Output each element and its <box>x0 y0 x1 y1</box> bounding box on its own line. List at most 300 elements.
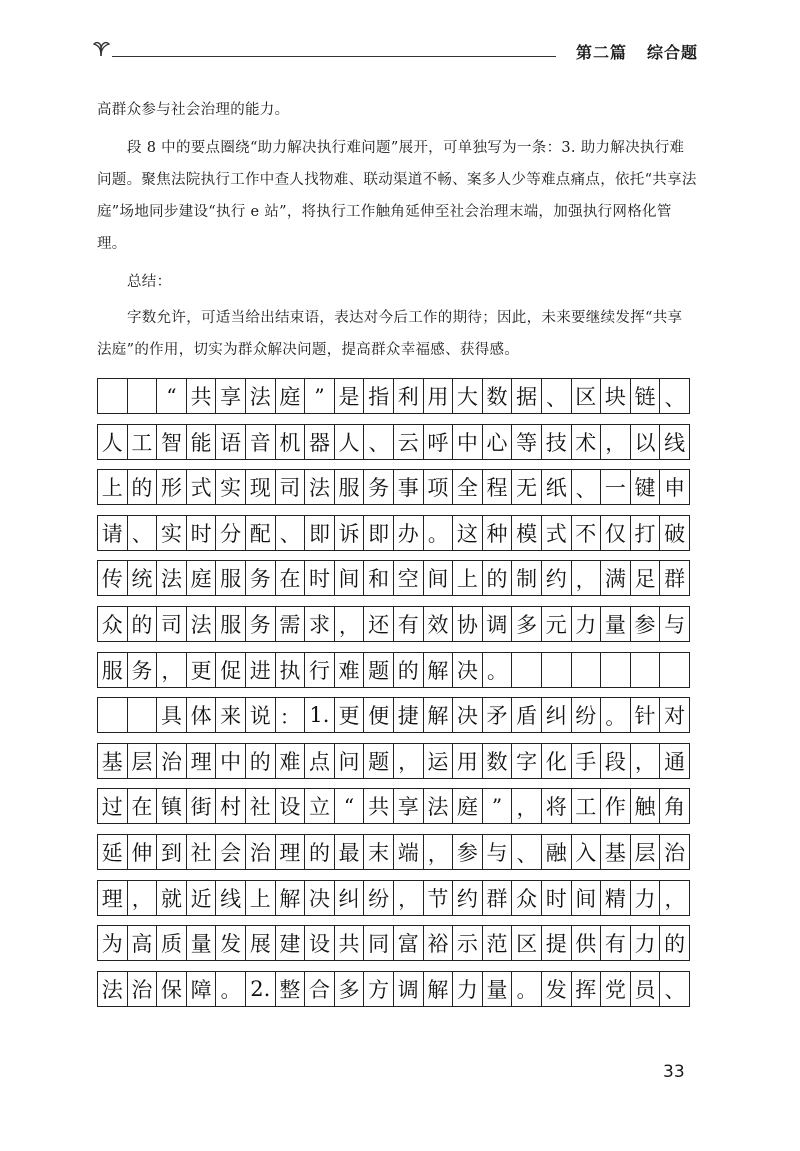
grid-cell: 近 <box>187 881 217 915</box>
grid-cell: 。 <box>483 653 513 687</box>
grid-cell: 众 <box>98 607 128 641</box>
grid-row <box>97 925 690 961</box>
grid-cell: 法 <box>98 972 128 1006</box>
grid-cell: 理 <box>98 881 128 915</box>
grid-row <box>97 424 690 460</box>
grid-cell: “ <box>157 379 187 413</box>
grid-cell: 建 <box>276 926 306 960</box>
grid-cell: 针 <box>631 698 661 732</box>
grid-cell: 链 <box>631 379 661 413</box>
grid-cell: 的 <box>305 835 335 869</box>
grid-cell: 式 <box>542 516 572 550</box>
grid-cell: 体 <box>187 698 217 732</box>
grid-cell: 工 <box>572 789 602 823</box>
grid-cell: 展 <box>246 926 276 960</box>
grid-cell: 群 <box>483 881 513 915</box>
grid-cell: 治 <box>660 835 690 869</box>
grid-cell: 力 <box>453 972 483 1006</box>
grid-cell: 保 <box>157 972 187 1006</box>
grid-cell: 街 <box>187 789 217 823</box>
grid-cell: 的 <box>246 744 276 778</box>
grid-cell: 云 <box>394 425 424 459</box>
grid-cell: 对 <box>660 698 690 732</box>
grid-cell: 量 <box>483 972 513 1006</box>
grid-cell: 数 <box>483 744 513 778</box>
grid-cell: 制 <box>512 561 542 595</box>
grid-cell: 众 <box>512 881 542 915</box>
grid-cell: 层 <box>631 835 661 869</box>
grid-cell: 化 <box>542 744 572 778</box>
grid-cell: 服 <box>216 607 246 641</box>
grid-cell: 。 <box>424 516 454 550</box>
grid-cell: 行 <box>305 653 335 687</box>
grid-row <box>97 834 690 870</box>
grid-cell: 纸 <box>542 470 572 504</box>
summary-heading: 总结： <box>127 274 172 290</box>
grid-cell: ， <box>512 789 542 823</box>
grid-cell: 法 <box>424 789 454 823</box>
grid-row <box>97 515 690 551</box>
grid-cell: 据 <box>512 379 542 413</box>
grid-cell: 庭 <box>276 379 306 413</box>
grid-cell: 更 <box>187 653 217 687</box>
grid-cell: 庭 <box>453 789 483 823</box>
grid-cell: 发 <box>216 926 246 960</box>
grid-cell: 效 <box>424 607 454 641</box>
grid-cell: 治 <box>246 835 276 869</box>
grid-cell: 务 <box>364 470 394 504</box>
grid-cell: 的 <box>394 653 424 687</box>
grid-cell: 会 <box>216 835 246 869</box>
grid-cell: 字 <box>512 744 542 778</box>
grid-cell: 务 <box>246 607 276 641</box>
grid-row <box>97 606 690 642</box>
grid-cell: 与 <box>660 607 690 641</box>
grid-cell: 服 <box>98 653 128 687</box>
grid-cell: 层 <box>128 744 158 778</box>
grid-cell: 数 <box>483 379 513 413</box>
grid-cell: ” <box>483 789 513 823</box>
grid-cell: 点 <box>305 744 335 778</box>
grid-cell: 力 <box>631 881 661 915</box>
grid-cell: 呼 <box>424 425 454 459</box>
grid-cell: 员 <box>631 972 661 1006</box>
grid-cell: 利 <box>394 379 424 413</box>
grid-cell: 多 <box>512 607 542 641</box>
grid-cell <box>572 653 602 687</box>
grid-cell: ， <box>394 744 424 778</box>
grid-cell: 决 <box>453 653 483 687</box>
grid-row <box>97 652 690 688</box>
grid-cell: 裕 <box>424 926 454 960</box>
grid-cell: 触 <box>631 789 661 823</box>
grid-cell: 镇 <box>157 789 187 823</box>
grid-cell: 键 <box>631 470 661 504</box>
grid-cell: 法 <box>305 470 335 504</box>
grid-cell: 在 <box>276 561 306 595</box>
grid-cell: 参 <box>453 835 483 869</box>
grid-cell: 现 <box>246 470 276 504</box>
grid-cell: 设 <box>276 789 306 823</box>
grid-cell: 办 <box>394 516 424 550</box>
grid-cell: 社 <box>187 835 217 869</box>
grid-cell: 、 <box>128 516 158 550</box>
grid-cell: 间 <box>424 561 454 595</box>
grid-cell: 服 <box>216 561 246 595</box>
grid-cell: 段 <box>601 744 631 778</box>
grid-cell: 伸 <box>128 835 158 869</box>
grid-cell: 享 <box>216 379 246 413</box>
grid-cell: 入 <box>572 835 602 869</box>
grid-cell: 种 <box>483 516 513 550</box>
grid-cell: “ <box>335 789 365 823</box>
grid-cell: 元 <box>542 607 572 641</box>
grid-cell: 工 <box>128 425 158 459</box>
grid-cell: 人 <box>335 425 365 459</box>
grid-cell: 术 <box>572 425 602 459</box>
grid-cell: 打 <box>631 516 661 550</box>
grid-cell: 务 <box>128 653 158 687</box>
grid-cell: 精 <box>601 881 631 915</box>
grid-cell: 提 <box>542 926 572 960</box>
grid-cell: 区 <box>512 926 542 960</box>
grid-cell: 协 <box>453 607 483 641</box>
grid-cell: ， <box>631 744 661 778</box>
grid-cell: 区 <box>572 379 602 413</box>
grid-cell: 请 <box>98 516 128 550</box>
grid-cell: 线 <box>660 425 690 459</box>
grid-cell: 、 <box>660 972 690 1006</box>
grid-cell: 在 <box>128 789 158 823</box>
grid-cell: 治 <box>128 972 158 1006</box>
grid-cell: 配 <box>246 516 276 550</box>
grid-cell: 中 <box>453 425 483 459</box>
grid-cell <box>98 698 128 732</box>
grid-cell: 、 <box>364 425 394 459</box>
grid-cell: 司 <box>276 470 306 504</box>
grid-cell: 上 <box>246 881 276 915</box>
grid-cell: 促 <box>216 653 246 687</box>
grid-cell: 手 <box>572 744 602 778</box>
grid-cell: 需 <box>276 607 306 641</box>
grid-cell: 党 <box>601 972 631 1006</box>
grid-cell: 2. <box>246 972 276 1006</box>
grid-cell: 实 <box>216 470 246 504</box>
grid-cell: 为 <box>98 926 128 960</box>
grid-cell: 示 <box>453 926 483 960</box>
grid-row <box>97 469 690 505</box>
grid-cell: 执 <box>276 653 306 687</box>
grid-cell: 实 <box>157 516 187 550</box>
grid-cell: 延 <box>98 835 128 869</box>
grid-cell: 和 <box>364 561 394 595</box>
grid-cell: 立 <box>305 789 335 823</box>
grid-cell: 间 <box>572 881 602 915</box>
grid-cell: 式 <box>187 470 217 504</box>
grid-cell: ， <box>335 607 365 641</box>
grid-cell: 程 <box>483 470 513 504</box>
grid-cell: 问 <box>335 744 365 778</box>
grid-cell: 调 <box>483 607 513 641</box>
grid-cell: 线 <box>216 881 246 915</box>
grid-cell: 作 <box>601 789 631 823</box>
grid-cell: ， <box>128 881 158 915</box>
grid-cell: 。 <box>512 972 542 1006</box>
grid-cell: 理 <box>187 744 217 778</box>
grid-cell: 求 <box>305 607 335 641</box>
grid-cell: 指 <box>364 379 394 413</box>
grid-row <box>97 378 690 414</box>
grid-cell: 群 <box>660 561 690 595</box>
grid-cell: ， <box>601 425 631 459</box>
grid-cell <box>128 379 158 413</box>
grid-cell: 全 <box>453 470 483 504</box>
grid-cell: 题 <box>364 744 394 778</box>
grid-cell: 解 <box>424 698 454 732</box>
grid-cell: 不 <box>572 516 602 550</box>
grid-cell: 诉 <box>335 516 365 550</box>
grid-cell: 融 <box>542 835 572 869</box>
paragraph-continuation: 高群众参与社会治理的能力。 <box>97 102 290 118</box>
grid-cell: 音 <box>246 425 276 459</box>
grid-cell: 还 <box>364 607 394 641</box>
grid-cell: 形 <box>157 470 187 504</box>
grid-cell: 机 <box>276 425 306 459</box>
grid-cell: 供 <box>572 926 602 960</box>
grid-cell: 中 <box>216 744 246 778</box>
grid-cell: 节 <box>424 881 454 915</box>
grid-cell: 进 <box>246 653 276 687</box>
grid-cell: 纠 <box>542 698 572 732</box>
grid-cell: 申 <box>660 470 690 504</box>
grid-cell: 解 <box>424 972 454 1006</box>
page-number: 33 <box>663 1062 685 1082</box>
grid-cell: 有 <box>394 607 424 641</box>
grid-cell: 端 <box>394 835 424 869</box>
grid-cell: 解 <box>424 653 454 687</box>
grid-cell: 角 <box>660 789 690 823</box>
grid-cell: 量 <box>187 926 217 960</box>
grid-cell: 用 <box>453 744 483 778</box>
grid-cell: 等 <box>512 425 542 459</box>
grid-cell: 司 <box>157 607 187 641</box>
grid-cell: ， <box>660 881 690 915</box>
grid-cell: 题 <box>364 653 394 687</box>
grid-cell: 更 <box>335 698 365 732</box>
grid-cell: 人 <box>98 425 128 459</box>
grid-cell: 事 <box>394 470 424 504</box>
grid-cell: 说 <box>246 698 276 732</box>
grid-cell: 高 <box>128 926 158 960</box>
grid-row <box>97 788 690 824</box>
grid-cell: 共 <box>335 926 365 960</box>
part-label: 第二篇 <box>575 43 627 62</box>
grid-row <box>97 560 690 596</box>
grid-cell: 仅 <box>601 516 631 550</box>
page-header <box>88 36 698 66</box>
grid-cell: 的 <box>660 926 690 960</box>
grid-cell: 智 <box>157 425 187 459</box>
grid-cell: 来 <box>216 698 246 732</box>
grid-cell: 约 <box>453 881 483 915</box>
grid-cell: 矛 <box>483 698 513 732</box>
grid-cell: 约 <box>542 561 572 595</box>
grid-cell: 这 <box>453 516 483 550</box>
grid-cell: 分 <box>216 516 246 550</box>
grid-cell: 运 <box>424 744 454 778</box>
grid-cell: 共 <box>364 789 394 823</box>
grid-cell: 项 <box>424 470 454 504</box>
grid-cell: 一 <box>601 470 631 504</box>
grid-cell: 调 <box>394 972 424 1006</box>
grid-cell: 具 <box>157 698 187 732</box>
grid-cell: 、 <box>542 379 572 413</box>
grid-cell: 质 <box>157 926 187 960</box>
grid-cell: 同 <box>364 926 394 960</box>
grid-cell: 大 <box>453 379 483 413</box>
grid-row <box>97 743 690 779</box>
grid-cell: 破 <box>660 516 690 550</box>
paragraph-point-3: 段 8 中的要点圈绕“助力解决执行难问题”展开，可单独写为一条：3. 助力解决执行难问题。聚焦法院执行工作中查人找物难、联动渠道不畅、案多人少等难点痛点，依托“共享法庭”场地同步建设“执行 e 站”，将执行工作触角延伸至社会治理末端，加强执行网格化管理。 <box>97 140 697 252</box>
grid-cell: 统 <box>128 561 158 595</box>
grid-cell: 用 <box>424 379 454 413</box>
grid-cell: 传 <box>98 561 128 595</box>
grid-cell: 、 <box>512 835 542 869</box>
grid-cell: 、 <box>572 470 602 504</box>
grid-cell <box>601 653 631 687</box>
grid-cell: 挥 <box>572 972 602 1006</box>
grid-cell <box>542 653 572 687</box>
grid-cell: 方 <box>364 972 394 1006</box>
grid-cell: 力 <box>572 607 602 641</box>
grid-cell: 力 <box>631 926 661 960</box>
grid-cell: 的 <box>128 470 158 504</box>
summary-paragraph: 字数允许，可适当给出结束语，表达对今后工作的期待；因此，未来要继续发挥“共享法庭”的作用，切实为群众解决问题，提高群众幸福感、获得感。 <box>97 310 683 358</box>
grid-cell: 、 <box>660 379 690 413</box>
grid-cell: 合 <box>305 972 335 1006</box>
grid-cell: 是 <box>335 379 365 413</box>
grid-cell: 、 <box>276 516 306 550</box>
grid-cell: 法 <box>157 561 187 595</box>
grid-row <box>97 971 690 1007</box>
grid-cell: 器 <box>305 425 335 459</box>
grid-cell: 捷 <box>394 698 424 732</box>
grid-cell: ， <box>572 561 602 595</box>
grid-cell: 语 <box>216 425 246 459</box>
header-rule <box>112 56 556 57</box>
grid-cell: 社 <box>246 789 276 823</box>
grid-cell: 服 <box>335 470 365 504</box>
grid-cell <box>660 653 690 687</box>
grid-cell: 法 <box>187 607 217 641</box>
grid-cell: 过 <box>98 789 128 823</box>
grid-cell <box>631 653 661 687</box>
grid-cell: 整 <box>276 972 306 1006</box>
grid-cell: 基 <box>601 835 631 869</box>
grid-cell: 末 <box>364 835 394 869</box>
grid-cell: 上 <box>98 470 128 504</box>
grid-cell: 。 <box>216 972 246 1006</box>
grid-cell: 即 <box>364 516 394 550</box>
grid-cell: 最 <box>335 835 365 869</box>
grid-cell: 块 <box>601 379 631 413</box>
grid-cell: 空 <box>394 561 424 595</box>
grid-cell: 决 <box>453 698 483 732</box>
grid-cell <box>512 653 542 687</box>
grid-cell: 范 <box>483 926 513 960</box>
grid-cell: 无 <box>512 470 542 504</box>
grid-cell: 与 <box>483 835 513 869</box>
grid-cell: 治 <box>157 744 187 778</box>
grid-cell: 技 <box>542 425 572 459</box>
grid-cell: 设 <box>305 926 335 960</box>
grid-cell: 以 <box>631 425 661 459</box>
grid-cell: 通 <box>660 744 690 778</box>
grid-cell: 共 <box>187 379 217 413</box>
grid-cell: 到 <box>157 835 187 869</box>
grid-cell: 模 <box>512 516 542 550</box>
grid-cell: 1. <box>305 698 335 732</box>
grid-cell: 。 <box>601 698 631 732</box>
grid-cell: 纠 <box>335 881 365 915</box>
grid-cell: ： <box>276 698 306 732</box>
grid-cell: 足 <box>631 561 661 595</box>
grid-cell: 庭 <box>187 561 217 595</box>
grid-cell: 盾 <box>512 698 542 732</box>
answer-text <box>97 94 697 366</box>
grid-cell: 就 <box>157 881 187 915</box>
grid-cell: 基 <box>98 744 128 778</box>
grid-row <box>97 697 690 733</box>
grid-cell: 时 <box>305 561 335 595</box>
grid-cell: 纷 <box>572 698 602 732</box>
grid-cell: 上 <box>453 561 483 595</box>
grid-cell: 的 <box>483 561 513 595</box>
grid-cell: 村 <box>216 789 246 823</box>
grid-cell: 时 <box>542 881 572 915</box>
grid-cell: 务 <box>246 561 276 595</box>
grid-cell: 难 <box>276 744 306 778</box>
grid-cell <box>128 698 158 732</box>
grid-cell: 纷 <box>364 881 394 915</box>
grid-cell: 心 <box>483 425 513 459</box>
grid-cell: ， <box>157 653 187 687</box>
grid-cell: 参 <box>631 607 661 641</box>
grid-cell: 多 <box>335 972 365 1006</box>
grid-cell: 发 <box>542 972 572 1006</box>
grid-cell: 有 <box>601 926 631 960</box>
grid-cell: 间 <box>335 561 365 595</box>
grid-cell: 即 <box>305 516 335 550</box>
grid-cell: 能 <box>187 425 217 459</box>
grid-cell: 法 <box>246 379 276 413</box>
grid-cell: 决 <box>305 881 335 915</box>
grid-cell: 理 <box>276 835 306 869</box>
grid-cell: 量 <box>601 607 631 641</box>
grid-cell: 的 <box>128 607 158 641</box>
sprout-leaf-icon <box>88 38 114 58</box>
grid-row <box>97 880 690 916</box>
grid-cell: 解 <box>276 881 306 915</box>
chapter-title <box>556 40 698 63</box>
grid-cell: 难 <box>335 653 365 687</box>
grid-cell: 满 <box>601 561 631 595</box>
grid-cell: 障 <box>187 972 217 1006</box>
grid-cell: 便 <box>364 698 394 732</box>
section-label: 综合题 <box>646 43 698 62</box>
grid-cell <box>98 379 128 413</box>
grid-cell: ， <box>424 835 454 869</box>
